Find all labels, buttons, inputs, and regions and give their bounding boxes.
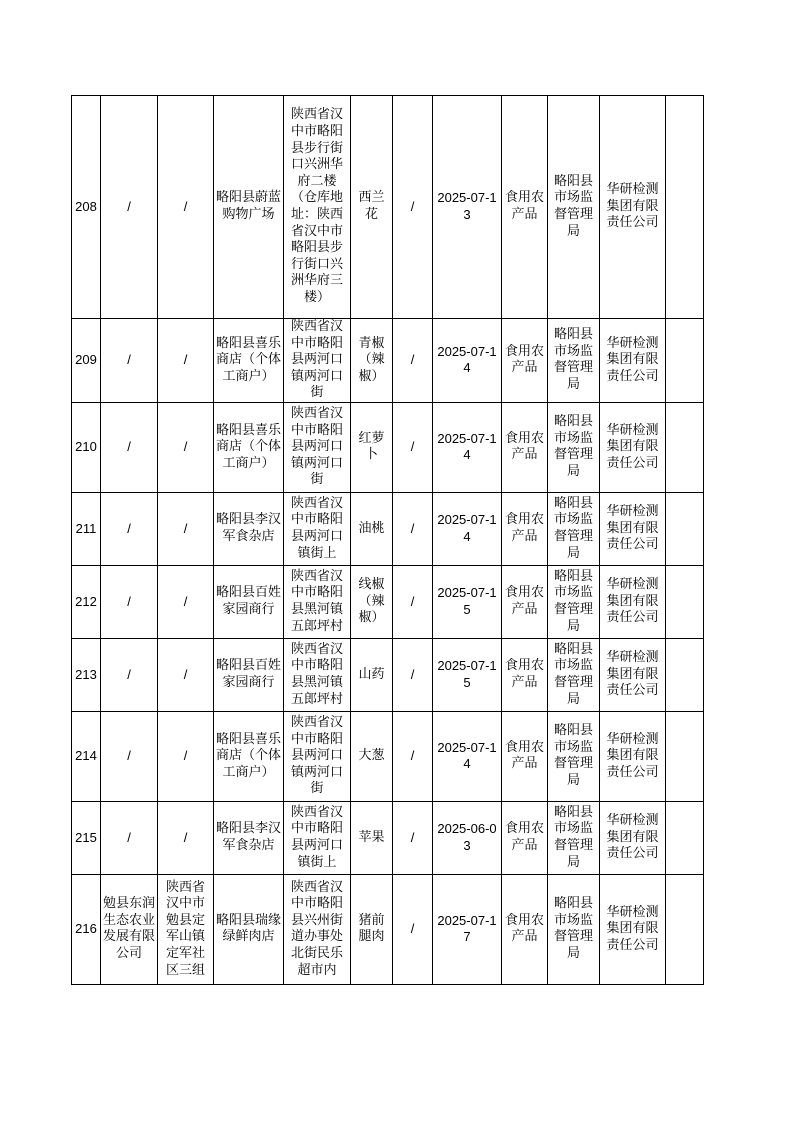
seller-cell: 略阳县李汉军食杂店 (214, 492, 284, 565)
producer-address-cell: / (158, 319, 214, 403)
no-cell: 210 (72, 402, 101, 492)
seller-cell: 略阳县百姓家园商行 (214, 638, 284, 711)
seller-cell: 略阳县喜乐商店（个体工商户） (214, 402, 284, 492)
agency-cell: 略阳县市场监督管理局 (548, 801, 600, 874)
no-cell: 214 (72, 711, 101, 801)
lab-cell: 华研检测集团有限责任公司 (600, 402, 666, 492)
lab-cell: 华研检测集团有限责任公司 (600, 565, 666, 638)
table-row (72, 96, 704, 319)
agency-cell: 略阳县市场监督管理局 (548, 874, 600, 984)
product-cell: 大葱 (351, 711, 393, 801)
seller-address-cell: 陕西省汉中市略阳县两河口镇街上 (284, 801, 351, 874)
note-cell (666, 638, 704, 711)
spec-cell: / (393, 319, 433, 403)
spec-cell: / (393, 492, 433, 565)
date-cell: 2025-07-17 (433, 874, 502, 984)
category-cell: 食用农产品 (502, 402, 548, 492)
producer-address-cell: / (158, 801, 214, 874)
table-row (72, 711, 704, 801)
no-cell: 211 (72, 492, 101, 565)
seller-cell: 略阳县喜乐商店（个体工商户） (214, 319, 284, 403)
seller-address-cell: 陕西省汉中市略阳县两河口镇街上 (284, 492, 351, 565)
date-cell: 2025-07-14 (433, 492, 502, 565)
producer-cell: / (101, 492, 158, 565)
seller-address-cell: 陕西省汉中市略阳县两河口镇两河口街 (284, 711, 351, 801)
product-cell: 线椒（辣椒） (351, 565, 393, 638)
note-cell (666, 402, 704, 492)
lab-cell: 华研检测集团有限责任公司 (600, 492, 666, 565)
seller-address-cell: 陕西省汉中市略阳县兴州街道办事处北街民乐超市内 (284, 874, 351, 984)
spec-cell: / (393, 565, 433, 638)
no-cell: 213 (72, 638, 101, 711)
table-row (72, 492, 704, 565)
product-cell: 西兰花 (351, 96, 393, 319)
producer-cell: / (101, 96, 158, 319)
seller-cell: 略阳县蔚蓝购物广场 (214, 96, 284, 319)
category-cell: 食用农产品 (502, 638, 548, 711)
no-cell: 212 (72, 565, 101, 638)
agency-cell: 略阳县市场监督管理局 (548, 96, 600, 319)
date-cell: 2025-07-14 (433, 319, 502, 403)
seller-cell: 略阳县瑞缘绿鲜肉店 (214, 874, 284, 984)
seller-address-cell: 陕西省汉中市略阳县黑河镇五郎坪村 (284, 638, 351, 711)
product-cell: 猪前腿肉 (351, 874, 393, 984)
producer-address-cell: / (158, 711, 214, 801)
table-row (72, 638, 704, 711)
category-cell: 食用农产品 (502, 711, 548, 801)
producer-address-cell: / (158, 402, 214, 492)
note-cell (666, 874, 704, 984)
spec-cell: / (393, 402, 433, 492)
lab-cell: 华研检测集团有限责任公司 (600, 874, 666, 984)
table-row (72, 801, 704, 874)
lab-cell: 华研检测集团有限责任公司 (600, 711, 666, 801)
category-cell: 食用农产品 (502, 565, 548, 638)
producer-address-cell: / (158, 638, 214, 711)
no-cell: 215 (72, 801, 101, 874)
table-row (72, 874, 704, 984)
seller-address-cell: 陕西省汉中市略阳县黑河镇五郎坪村 (284, 565, 351, 638)
producer-cell: / (101, 402, 158, 492)
seller-cell: 略阳县李汉军食杂店 (214, 801, 284, 874)
seller-address-cell: 陕西省汉中市略阳县两河口镇两河口街 (284, 319, 351, 403)
table-row (72, 565, 704, 638)
producer-cell: / (101, 319, 158, 403)
category-cell: 食用农产品 (502, 96, 548, 319)
producer-cell: / (101, 638, 158, 711)
date-cell: 2025-06-03 (433, 801, 502, 874)
date-cell: 2025-07-15 (433, 565, 502, 638)
note-cell (666, 711, 704, 801)
producer-cell: / (101, 711, 158, 801)
producer-cell: / (101, 565, 158, 638)
spec-cell: / (393, 96, 433, 319)
seller-cell: 略阳县喜乐商店（个体工商户） (214, 711, 284, 801)
producer-cell: 勉县东润生态农业发展有限公司 (101, 874, 158, 984)
agency-cell: 略阳县市场监督管理局 (548, 402, 600, 492)
spec-cell: / (393, 874, 433, 984)
producer-cell: / (101, 801, 158, 874)
product-cell: 苹果 (351, 801, 393, 874)
seller-cell: 略阳县百姓家园商行 (214, 565, 284, 638)
producer-address-cell: / (158, 565, 214, 638)
product-cell: 红萝卜 (351, 402, 393, 492)
seller-address-cell: 陕西省汉中市略阳县步行街口兴洲华府二楼（仓库地址：陕西省汉中市略阳县步行街口兴洲华府三楼） (284, 96, 351, 319)
spec-cell: / (393, 801, 433, 874)
category-cell: 食用农产品 (502, 319, 548, 403)
table-body (72, 96, 704, 985)
date-cell: 2025-07-15 (433, 638, 502, 711)
note-cell (666, 319, 704, 403)
product-cell: 油桃 (351, 492, 393, 565)
no-cell: 208 (72, 96, 101, 319)
table-row (72, 402, 704, 492)
agency-cell: 略阳县市场监督管理局 (548, 638, 600, 711)
inspection-table (71, 95, 704, 985)
agency-cell: 略阳县市场监督管理局 (548, 565, 600, 638)
product-cell: 山药 (351, 638, 393, 711)
no-cell: 209 (72, 319, 101, 403)
note-cell (666, 565, 704, 638)
note-cell (666, 801, 704, 874)
note-cell (666, 492, 704, 565)
note-cell (666, 96, 704, 319)
category-cell: 食用农产品 (502, 492, 548, 565)
table-row (72, 319, 704, 403)
spec-cell: / (393, 711, 433, 801)
no-cell: 216 (72, 874, 101, 984)
seller-address-cell: 陕西省汉中市略阳县两河口镇两河口街 (284, 402, 351, 492)
lab-cell: 华研检测集团有限责任公司 (600, 319, 666, 403)
spec-cell: / (393, 638, 433, 711)
agency-cell: 略阳县市场监督管理局 (548, 492, 600, 565)
date-cell: 2025-07-13 (433, 96, 502, 319)
date-cell: 2025-07-14 (433, 402, 502, 492)
producer-address-cell: 陕西省汉中市勉县定军山镇定军社区三组 (158, 874, 214, 984)
lab-cell: 华研检测集团有限责任公司 (600, 638, 666, 711)
lab-cell: 华研检测集团有限责任公司 (600, 96, 666, 319)
agency-cell: 略阳县市场监督管理局 (548, 319, 600, 403)
category-cell: 食用农产品 (502, 874, 548, 984)
lab-cell: 华研检测集团有限责任公司 (600, 801, 666, 874)
agency-cell: 略阳县市场监督管理局 (548, 711, 600, 801)
category-cell: 食用农产品 (502, 801, 548, 874)
date-cell: 2025-07-14 (433, 711, 502, 801)
product-cell: 青椒（辣椒） (351, 319, 393, 403)
producer-address-cell: / (158, 96, 214, 319)
producer-address-cell: / (158, 492, 214, 565)
